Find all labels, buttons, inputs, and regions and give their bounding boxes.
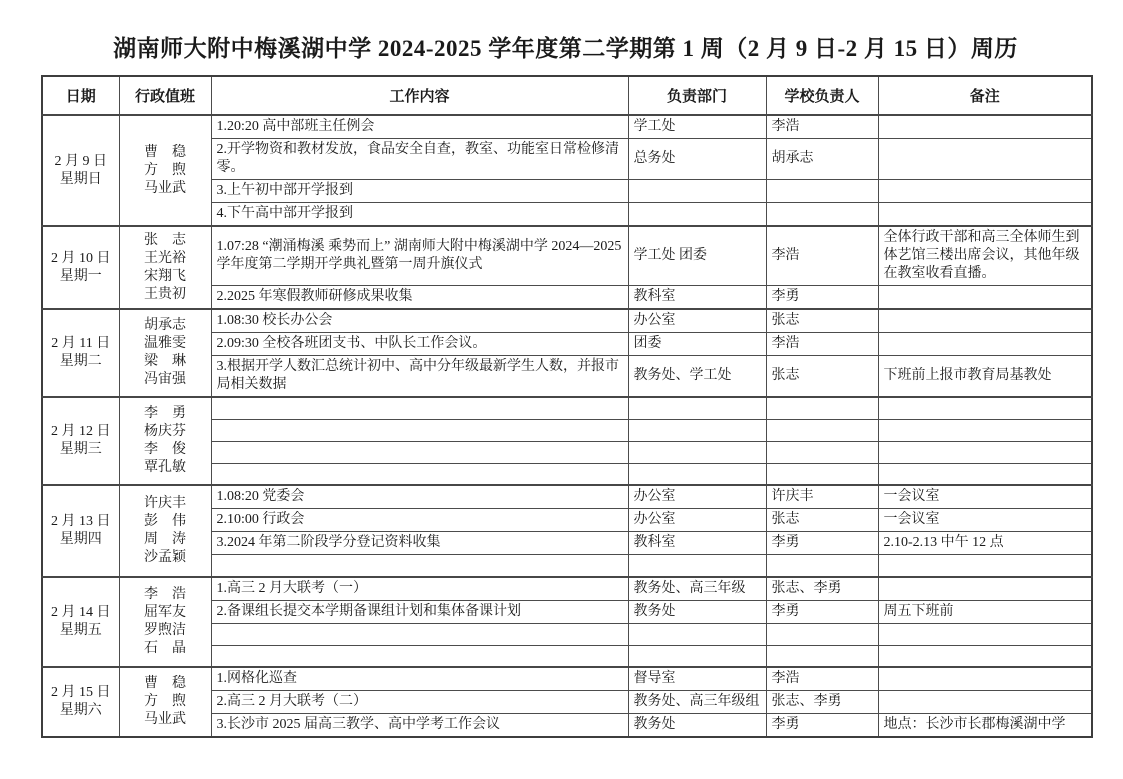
date-cell: [42, 667, 119, 737]
weekday-text: 星期日: [59, 171, 102, 187]
note-cell: [878, 139, 1092, 180]
duty-name: 冯宙强: [144, 372, 186, 387]
duty-name: 周 涛: [144, 531, 186, 547]
date-cell: [42, 309, 119, 397]
duty-name: 李 勇: [144, 406, 186, 421]
work-content-cell: 2.2025 年寒假教师研修成果收集: [211, 286, 628, 310]
note-cell: [878, 645, 1092, 667]
duty-name: 张 志: [144, 232, 186, 248]
work-content-cell: 2.开学物资和教材发放，食品安全自查，教室、功能室日常检修清零。: [211, 139, 628, 180]
leader-cell: 李勇: [766, 600, 878, 623]
schedule-table: [41, 75, 1093, 738]
dept-cell: 督导室: [628, 667, 766, 691]
leader-cell: 胡承志: [766, 139, 878, 180]
note-cell: [878, 333, 1092, 356]
dept-cell: [628, 419, 766, 441]
note-cell: [878, 180, 1092, 203]
page-title: 湖南师大附中梅溪湖中学 2024-2025 学年度第二学期第 1 周（2 月 9 日-2 月 15 日）周历: [113, 36, 1018, 61]
dept-cell: [628, 397, 766, 419]
note-cell: 周五下班前: [878, 600, 1092, 623]
note-cell: [878, 115, 1092, 139]
duty-name: 许庆丰: [144, 495, 186, 511]
note-cell: 一会议室: [878, 485, 1092, 509]
date-cell: [42, 226, 119, 309]
weekday-text: 星期二: [59, 354, 102, 369]
dept-cell: 办公室: [628, 485, 766, 509]
note-cell: 2.10-2.13 中午 12 点: [878, 532, 1092, 555]
leader-cell: 张志、李勇: [766, 691, 878, 714]
date-cell: [42, 115, 119, 226]
weekday-text: 星期一: [59, 268, 102, 284]
weekday-text: 星期三: [59, 442, 102, 457]
duty-name: 方 煦: [144, 694, 186, 709]
duty-cell: [119, 485, 211, 577]
work-content-cell: 2.10:00 行政会: [211, 509, 628, 532]
note-cell: [878, 309, 1092, 333]
duty-cell: [119, 226, 211, 309]
duty-name: 石 晶: [144, 640, 186, 656]
dept-cell: 学工处: [628, 115, 766, 139]
leader-cell: 张志、李勇: [766, 577, 878, 601]
leader-cell: 李勇: [766, 286, 878, 310]
dept-cell: [628, 180, 766, 203]
leader-cell: 张志: [766, 309, 878, 333]
leader-cell: 李浩: [766, 226, 878, 286]
work-content-cell: 2.高三 2 月大联考（二）: [211, 691, 628, 714]
duty-name: 罗煦洁: [144, 622, 186, 638]
work-content-cell: 1.08:20 党委会: [211, 485, 628, 509]
duty-cell: [119, 397, 211, 485]
duty-name: 曹 稳: [144, 144, 186, 160]
duty-cell: [119, 667, 211, 737]
dept-cell: 教科室: [628, 286, 766, 310]
date-text: 2 月 9 日: [54, 153, 107, 169]
schedule-row: [42, 397, 1092, 419]
work-content-cell: [211, 397, 628, 419]
date-cell: [42, 397, 119, 485]
leader-cell: [766, 180, 878, 203]
dept-cell: 学工处 团委: [628, 226, 766, 286]
work-content-cell: 1.20:20 高中部班主任例会: [211, 115, 628, 139]
date-cell: [42, 485, 119, 577]
schedule-row: [42, 667, 1092, 691]
leader-cell: [766, 463, 878, 485]
work-content-cell: [211, 441, 628, 463]
weekday-text: 星期四: [59, 531, 102, 547]
leader-cell: [766, 203, 878, 227]
note-cell: [878, 555, 1092, 577]
dept-cell: 教务处: [628, 600, 766, 623]
col-header-date: 日期: [42, 76, 119, 115]
note-cell: [878, 419, 1092, 441]
work-content-cell: 2.09:30 全校各班团支书、中队长工作会议。: [211, 333, 628, 356]
note-cell: [878, 441, 1092, 463]
dept-cell: 教务处、高三年级组: [628, 691, 766, 714]
work-content-cell: [211, 623, 628, 645]
dept-cell: 教务处: [628, 714, 766, 738]
duty-name: 王贵初: [144, 286, 186, 302]
work-content-cell: 1.高三 2 月大联考（一）: [211, 577, 628, 601]
leader-cell: [766, 645, 878, 667]
col-header-dept: 负责部门: [628, 76, 766, 115]
date-text: 2 月 14 日: [51, 604, 111, 620]
schedule-row: [42, 226, 1092, 286]
date-text: 2 月 13 日: [51, 513, 111, 529]
duty-name: 杨庆芬: [144, 424, 186, 439]
dept-cell: [628, 203, 766, 227]
dept-cell: 教务处、学工处: [628, 356, 766, 398]
dept-cell: 总务处: [628, 139, 766, 180]
dept-cell: 团委: [628, 333, 766, 356]
date-cell: [42, 577, 119, 668]
note-cell: [878, 203, 1092, 227]
note-cell: [878, 691, 1092, 714]
work-content-cell: 1.07:28 “潮涌梅溪 乘势而上” 湖南师大附中梅溪湖中学 2024—2025 学年度第二学期开学典礼暨第一周升旗仪式: [211, 226, 628, 286]
leader-cell: 李勇: [766, 532, 878, 555]
work-content-cell: 1.08:30 校长办公会: [211, 309, 628, 333]
schedule-row: [42, 577, 1092, 601]
note-cell: [878, 286, 1092, 310]
duty-cell: [119, 577, 211, 668]
duty-cell: [119, 309, 211, 397]
note-cell: [878, 397, 1092, 419]
duty-name: 李 俊: [144, 442, 186, 457]
duty-name: 方 煦: [144, 162, 186, 178]
col-header-note: 备注: [878, 76, 1092, 115]
duty-cell: [119, 115, 211, 226]
date-text: 2 月 10 日: [51, 250, 111, 266]
note-cell: [878, 623, 1092, 645]
header-row: [42, 76, 1092, 115]
duty-name: 温雅雯: [144, 336, 186, 351]
work-content-cell: [211, 645, 628, 667]
dept-cell: 教科室: [628, 532, 766, 555]
col-header-leader: 学校负责人: [766, 76, 878, 115]
note-cell: [878, 667, 1092, 691]
schedule-row: [42, 485, 1092, 509]
leader-cell: 李浩: [766, 333, 878, 356]
leader-cell: 李勇: [766, 714, 878, 738]
note-cell: 全体行政干部和高三全体师生到体艺馆三楼出席会议，其他年级在教室收看直播。: [878, 226, 1092, 286]
leader-cell: 许庆丰: [766, 485, 878, 509]
dept-cell: [628, 463, 766, 485]
work-content-cell: 3.上午初中部开学报到: [211, 180, 628, 203]
dept-cell: [628, 555, 766, 577]
leader-cell: 张志: [766, 509, 878, 532]
work-content-cell: [211, 555, 628, 577]
note-cell: [878, 463, 1092, 485]
leader-cell: 李浩: [766, 115, 878, 139]
duty-name: 宋翔飞: [144, 268, 186, 284]
weekday-text: 星期六: [59, 703, 102, 718]
work-content-cell: [211, 463, 628, 485]
work-content-cell: 3.根据开学人数汇总统计初中、高中分年级最新学生人数，并报市局相关数据: [211, 356, 628, 398]
leader-cell: [766, 623, 878, 645]
note-cell: 地点：长沙市长郡梅溪湖中学: [878, 714, 1092, 738]
duty-name: 马业武: [144, 712, 186, 727]
leader-cell: [766, 419, 878, 441]
dept-cell: 办公室: [628, 309, 766, 333]
schedule-row: [42, 309, 1092, 333]
dept-cell: [628, 645, 766, 667]
duty-name: 彭 伟: [144, 513, 186, 529]
schedule-row: [42, 115, 1092, 139]
dept-cell: 教务处、高三年级: [628, 577, 766, 601]
work-content-cell: [211, 419, 628, 441]
leader-cell: [766, 441, 878, 463]
duty-name: 覃孔敏: [144, 460, 186, 475]
date-text: 2 月 15 日: [51, 685, 111, 700]
col-header-work-content: 工作内容: [211, 76, 628, 115]
note-cell: [878, 577, 1092, 601]
work-content-cell: 1.网格化巡查: [211, 667, 628, 691]
leader-cell: [766, 397, 878, 419]
dept-cell: [628, 623, 766, 645]
leader-cell: 李浩: [766, 667, 878, 691]
duty-name: 胡承志: [144, 318, 186, 333]
leader-cell: [766, 555, 878, 577]
work-content-cell: 3.2024 年第二阶段学分登记资料收集: [211, 532, 628, 555]
work-content-cell: 2.备课组长提交本学期备课组计划和集体备课计划: [211, 600, 628, 623]
duty-name: 屈军友: [144, 604, 186, 620]
duty-name: 沙孟颖: [144, 549, 186, 565]
work-content-cell: 3.长沙市 2025 届高三教学、高中学考工作会议: [211, 714, 628, 738]
leader-cell: 张志: [766, 356, 878, 398]
duty-name: 王光裕: [144, 250, 186, 266]
dept-cell: [628, 441, 766, 463]
work-content-cell: 4.下午高中部开学报到: [211, 203, 628, 227]
date-text: 2 月 12 日: [51, 424, 111, 439]
weekday-text: 星期五: [59, 622, 102, 638]
schedule-table-body: [42, 115, 1092, 737]
duty-name: 曹 稳: [144, 676, 186, 691]
duty-name: 梁 琳: [144, 354, 186, 369]
note-cell: 下班前上报市教育局基教处: [878, 356, 1092, 398]
note-cell: 一会议室: [878, 509, 1092, 532]
duty-name: 李 浩: [144, 586, 186, 602]
duty-name: 马业武: [144, 180, 186, 196]
dept-cell: 办公室: [628, 509, 766, 532]
col-header-duty: 行政值班: [119, 76, 211, 115]
date-text: 2 月 11 日: [51, 336, 111, 351]
